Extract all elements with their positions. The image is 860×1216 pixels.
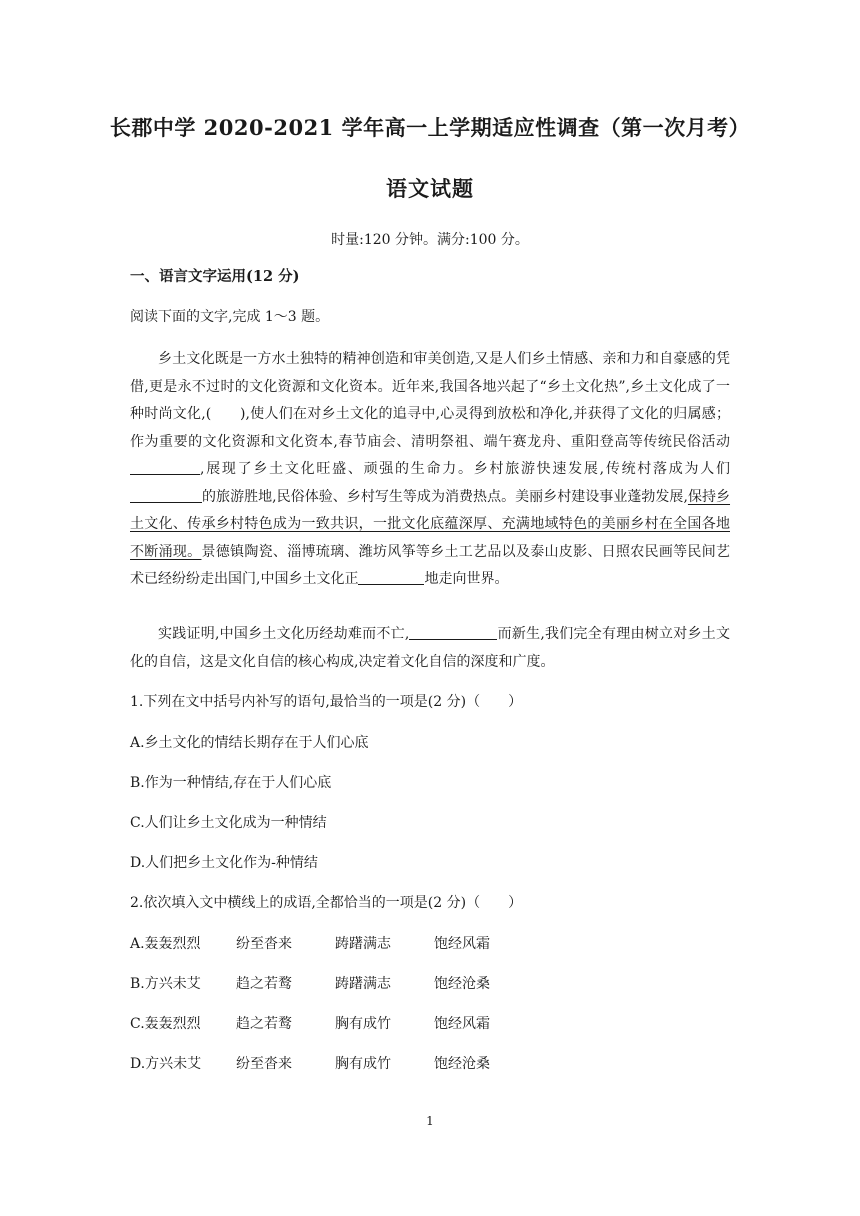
passage1-text-b: ,展现了乡土文化旺盛、顽强的生命力。乡村旅游快速发展,传统村落成为人们 (200, 461, 730, 477)
section-heading: 一、语言文字运用(12 分) (130, 268, 300, 285)
option-a-word-1: A.轰轰烈烈 (130, 936, 201, 952)
option-b-word-4: 饱经沧桑 (434, 976, 490, 992)
option-d-word-4: 饱经沧桑 (434, 1056, 490, 1072)
question-2-option-b (130, 973, 490, 993)
question-1-option-b: B.作为一种情结,存在于人们心底 (130, 775, 332, 791)
option-b-word-1: B.方兴未艾 (130, 976, 201, 992)
option-b-word-3: 踌躇满志 (335, 976, 391, 992)
question-2-option-a (130, 933, 490, 953)
passage-paragraph-2 (130, 621, 730, 676)
document-subtitle: 语文试题 (386, 176, 474, 201)
exam-meta: 时量:120 分钟。满分:100 分。 (331, 232, 529, 248)
reading-instruction: 阅读下面的文字,完成 1～3 题。 (130, 309, 330, 325)
passage1-text-d: 景德镇陶瓷、淄博琉璃、潍坊风筝等乡土工艺品以及泰山皮影、日照农民画等民间艺术已经纷纷走出国门,中国乡土文化正 (130, 543, 731, 587)
blank-1 (130, 458, 200, 475)
passage1-text-e: 地走向世界。 (424, 571, 509, 587)
document-title: 长郡中学 2020-2021 学年高一上学期适应性调查（第一次月考） (109, 115, 751, 140)
blank-2 (130, 486, 202, 503)
question-2-option-d (130, 1053, 490, 1073)
passage2-text-a: 实践证明,中国乡土文化历经劫难而不亡, (158, 626, 410, 642)
option-d-word-1: D.方兴未艾 (130, 1056, 202, 1072)
option-a-word-4: 饱经风霜 (434, 936, 490, 952)
question-1-option-c: C.人们让乡土文化成为一种情结 (130, 815, 327, 831)
passage1-text-c: 的旅游胜地,民俗体验、乡村写生等成为消费热点。美丽乡村建设事业蓬勃发展, (202, 488, 688, 505)
option-d-word-2: 纷至沓来 (236, 1056, 292, 1072)
underlined-sentence: 保持乡土文化、传承乡村特色成为一致共识，一批文化底蕴深厚、充满地域特色的美丽乡村在全国各地不断涌现。 (130, 488, 731, 560)
option-a-word-3: 踌躇满志 (335, 936, 391, 952)
option-b-word-2: 趋之若鹜 (236, 976, 292, 992)
blank-4 (409, 623, 497, 640)
option-c-word-2: 趋之若鹜 (236, 1016, 292, 1032)
option-c-word-3: 胸有成竹 (335, 1016, 391, 1032)
passage2-text-b: 而新生,我们完全有理由树立对乡土文化的自信，这是文化自信的核心构成,决定着文化自信的深度和广度。 (130, 626, 730, 670)
page-number: 1 (426, 1114, 434, 1128)
blank-3 (358, 568, 424, 585)
option-d-word-3: 胸有成竹 (335, 1056, 391, 1072)
question-2-option-c (130, 1013, 490, 1033)
question-1-option-d: D.人们把乡土文化作为-种情结 (130, 855, 318, 871)
passage-paragraph-1 (130, 346, 730, 594)
option-a-word-2: 纷至沓来 (236, 936, 292, 952)
passage1-text-a: 乡土文化既是一方水土独特的精神创造和审美创造,又是人们乡土情感、亲和力和自豪感的凭借,更是永不过时的文化资源和文化资本。近年来,我国各地兴起了“乡土文化热”,乡土文化成了一种时尚文化,( ),使人们在对乡土文化的追寻中,心灵得到放松和净化,并获得了文化的归属感；作为重要的文化资源和文化资本,春节庙会、清明祭祖、端午赛龙舟、重阳登高等传统民俗活动 (130, 351, 730, 450)
question-1-stem: 1.下列在文中括号内补写的语句,最恰当的一项是(2 分)（ ） (130, 694, 523, 710)
option-c-word-4: 饱经风霜 (434, 1016, 490, 1032)
question-2-stem: 2.依次填入文中横线上的成语,全都恰当的一项是(2 分)（ ） (130, 895, 523, 911)
question-1-option-a: A.乡土文化的情结长期存在于人们心底 (130, 735, 369, 751)
option-c-word-1: C.轰轰烈烈 (130, 1016, 201, 1032)
